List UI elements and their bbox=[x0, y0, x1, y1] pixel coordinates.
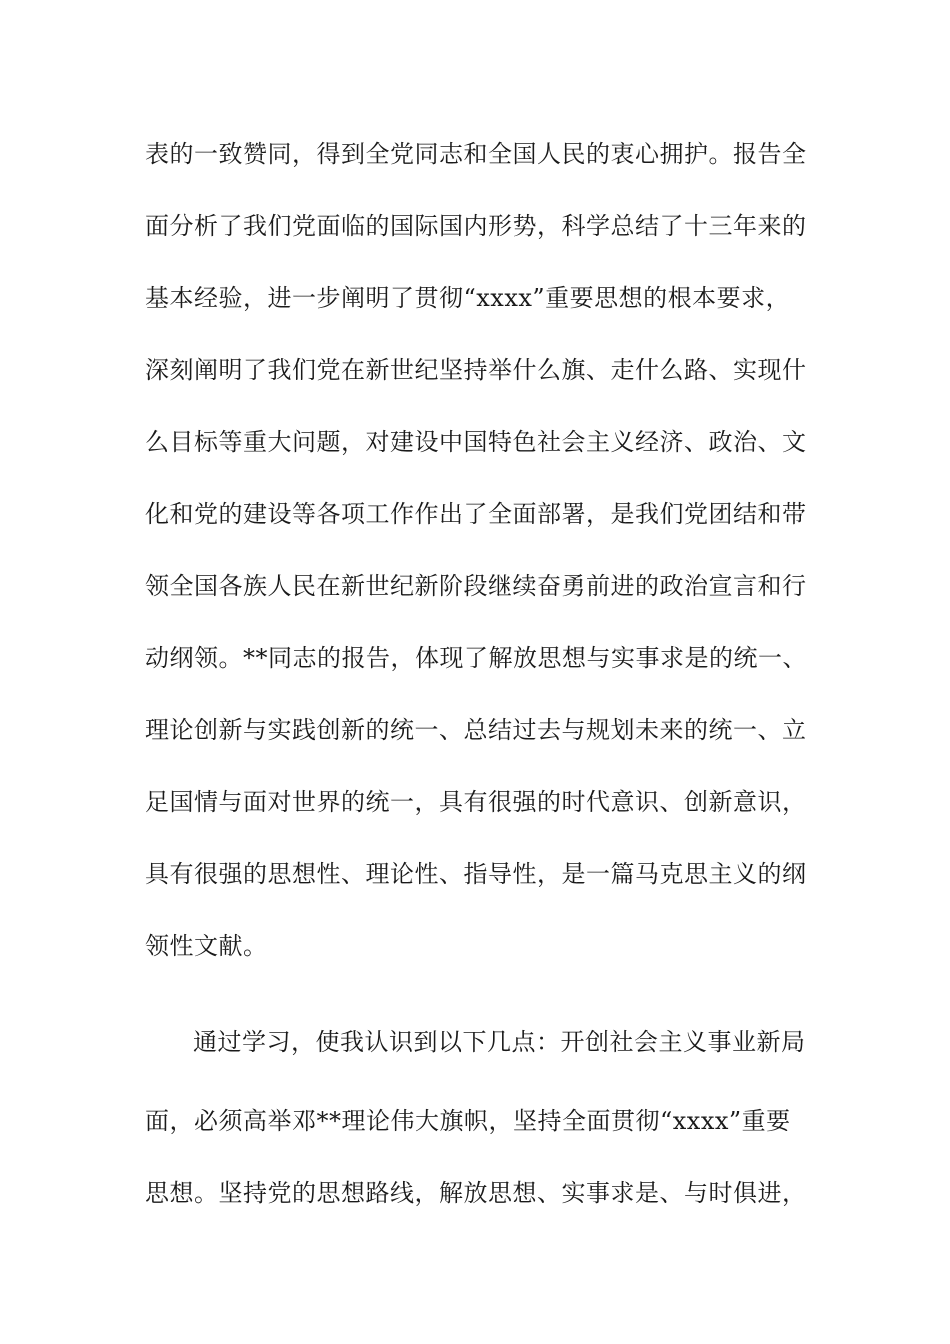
paragraph-line: 领性文献。 bbox=[145, 932, 268, 960]
paragraph-line: 通过学习，使我认识到以下几点：开创社会主义事业新局 bbox=[193, 1028, 806, 1056]
paragraph-line: 动纲领。**同志的报告，体现了解放思想与实事求是的统一、 bbox=[145, 644, 807, 672]
paragraph-line: 理论创新与实践创新的统一、总结过去与规划未来的统一、立 bbox=[145, 716, 807, 744]
paragraph-line: 领全国各族人民在新世纪新阶段继续奋勇前进的政治宣言和行 bbox=[145, 572, 807, 600]
paragraph-line: 具有很强的思想性、理论性、指导性，是一篇马克思主义的纲 bbox=[145, 860, 807, 888]
paragraph-line: 基本经验，进一步阐明了贯彻“xxxx”重要思想的根本要求， bbox=[145, 284, 791, 312]
paragraph-line: 深刻阐明了我们党在新世纪坚持举什么旗、走什么路、实现什 bbox=[145, 356, 807, 384]
paragraph-line: 么目标等重大问题，对建设中国特色社会主义经济、政治、文 bbox=[145, 428, 807, 456]
paragraph-line: 面分析了我们党面临的国际国内形势，科学总结了十三年来的 bbox=[145, 212, 807, 240]
paragraph-line: 化和党的建设等各项工作作出了全面部署，是我们党团结和带 bbox=[145, 500, 807, 528]
paragraph-line: 思想。坚持党的思想路线，解放思想、实事求是、与时俱进， bbox=[145, 1179, 807, 1207]
paragraph-line: 面，必须高举邓**理论伟大旗帜，坚持全面贯彻“xxxx”重要 bbox=[145, 1107, 791, 1135]
paragraph-line: 表的一致赞同，得到全党同志和全国人民的衷心拥护。报告全 bbox=[145, 140, 807, 168]
paragraph-line: 足国情与面对世界的统一，具有很强的时代意识、创新意识， bbox=[145, 788, 807, 816]
